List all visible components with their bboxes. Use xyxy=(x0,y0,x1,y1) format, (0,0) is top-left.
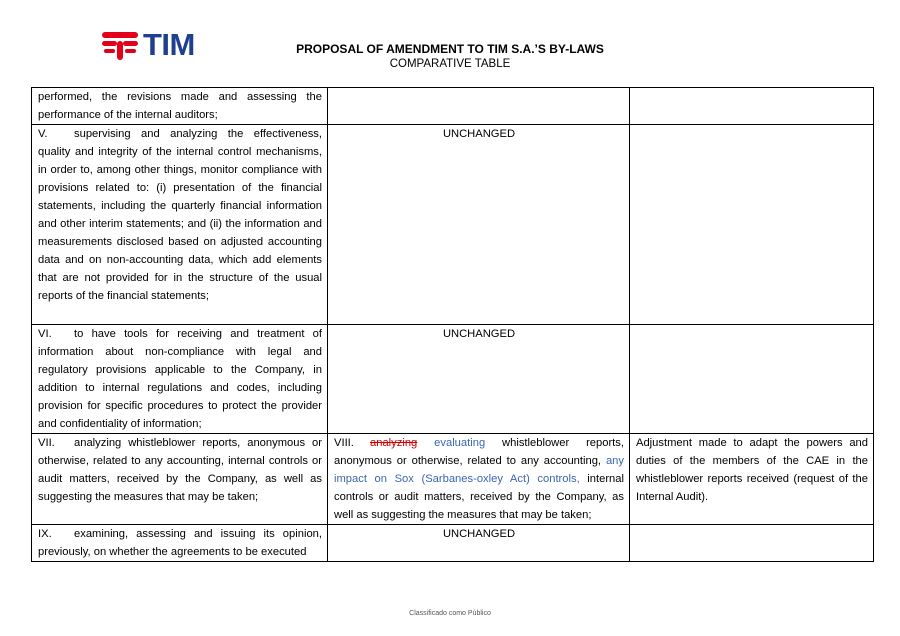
classification-footer: Classificado como Público xyxy=(409,610,491,617)
tim-logo-text: TIM xyxy=(143,27,195,62)
table-row xyxy=(32,88,874,125)
justification-cell xyxy=(630,325,874,434)
current-text-cell xyxy=(32,325,328,434)
table-row xyxy=(32,325,874,434)
deleted-text: analyzing xyxy=(370,437,418,449)
current-text: performed, the revisions made and assessing the performance of the internal auditors; xyxy=(38,91,322,121)
item-number: V. xyxy=(38,128,48,140)
justification-cell xyxy=(630,88,874,125)
proposed-text: whistleblower reports, anonymous or otherwise, related to any accounting, xyxy=(334,437,624,467)
unchanged-label: UNCHANGED xyxy=(442,328,516,340)
item-number: IX. xyxy=(38,528,52,540)
justification-cell xyxy=(630,434,874,525)
proposed-text-cell xyxy=(328,525,630,562)
table-row xyxy=(32,434,874,525)
justification-cell xyxy=(630,125,874,325)
item-number: VIII. xyxy=(334,437,354,449)
item-number: VII. xyxy=(38,437,55,449)
current-text-cell xyxy=(32,125,328,325)
tim-logo-mark-icon xyxy=(102,32,138,60)
item-number: VI. xyxy=(38,328,52,340)
table-row xyxy=(32,125,874,325)
current-text: supervising and analyzing the effectiveness, quality and integrity of the internal control mechanisms, in order to, among other things, monitor compliance with provisions related to: (i) presentation of the financial statements, including the quarterly financial information and other interim statements; and (ii) the information and measurements disclosed based on adjusted accounting data and on non-accounting data, which add elements that are not provided for in the structure of the usual reports of the financial statements; xyxy=(38,128,322,302)
current-text: examining, assessing and issuing its opinion, previously, on whether the agreements to be executed xyxy=(38,528,322,558)
justification-text: Adjustment made to adapt the powers and duties of the members of the CAE in the whistleblower reports received (request of the Internal Audit). xyxy=(636,437,868,503)
inserted-text: any impact on Sox (Sarbanes-oxley Act) controls, xyxy=(334,455,624,485)
current-text: to have tools for receiving and treatment of information about non-compliance with legal and regulatory provisions applicable to the Company, in addition to internal regulations and codes, including provision for specific procedures to protect the provider and confidentiality of information; xyxy=(38,328,322,430)
current-text-cell xyxy=(32,88,328,125)
tim-logo xyxy=(102,27,208,62)
unchanged-label: UNCHANGED xyxy=(442,128,516,140)
proposed-text-cell xyxy=(328,434,630,525)
current-text-cell xyxy=(32,434,328,525)
proposed-text-cell xyxy=(328,325,630,434)
comparative-table xyxy=(31,87,874,562)
unchanged-label: UNCHANGED xyxy=(442,528,516,540)
justification-cell xyxy=(630,525,874,562)
table-row xyxy=(32,525,874,562)
proposed-text: internal controls or audit matters, received by the Company, as well as suggesting the measures that may be taken; xyxy=(334,473,624,521)
document-title: PROPOSAL OF AMENDMENT TO TIM S.A.’S BY-LAWS xyxy=(296,42,604,56)
current-text-cell xyxy=(32,525,328,562)
current-text: analyzing whistleblower reports, anonymous or otherwise, related to any accounting, internal controls or audit matters, received by the Company, as well as suggesting the measures that may be taken; xyxy=(38,437,322,503)
proposed-text-cell xyxy=(328,125,630,325)
document-subtitle: COMPARATIVE TABLE xyxy=(389,58,511,70)
inserted-text: evaluating xyxy=(434,437,486,449)
proposed-text-cell xyxy=(328,88,630,125)
